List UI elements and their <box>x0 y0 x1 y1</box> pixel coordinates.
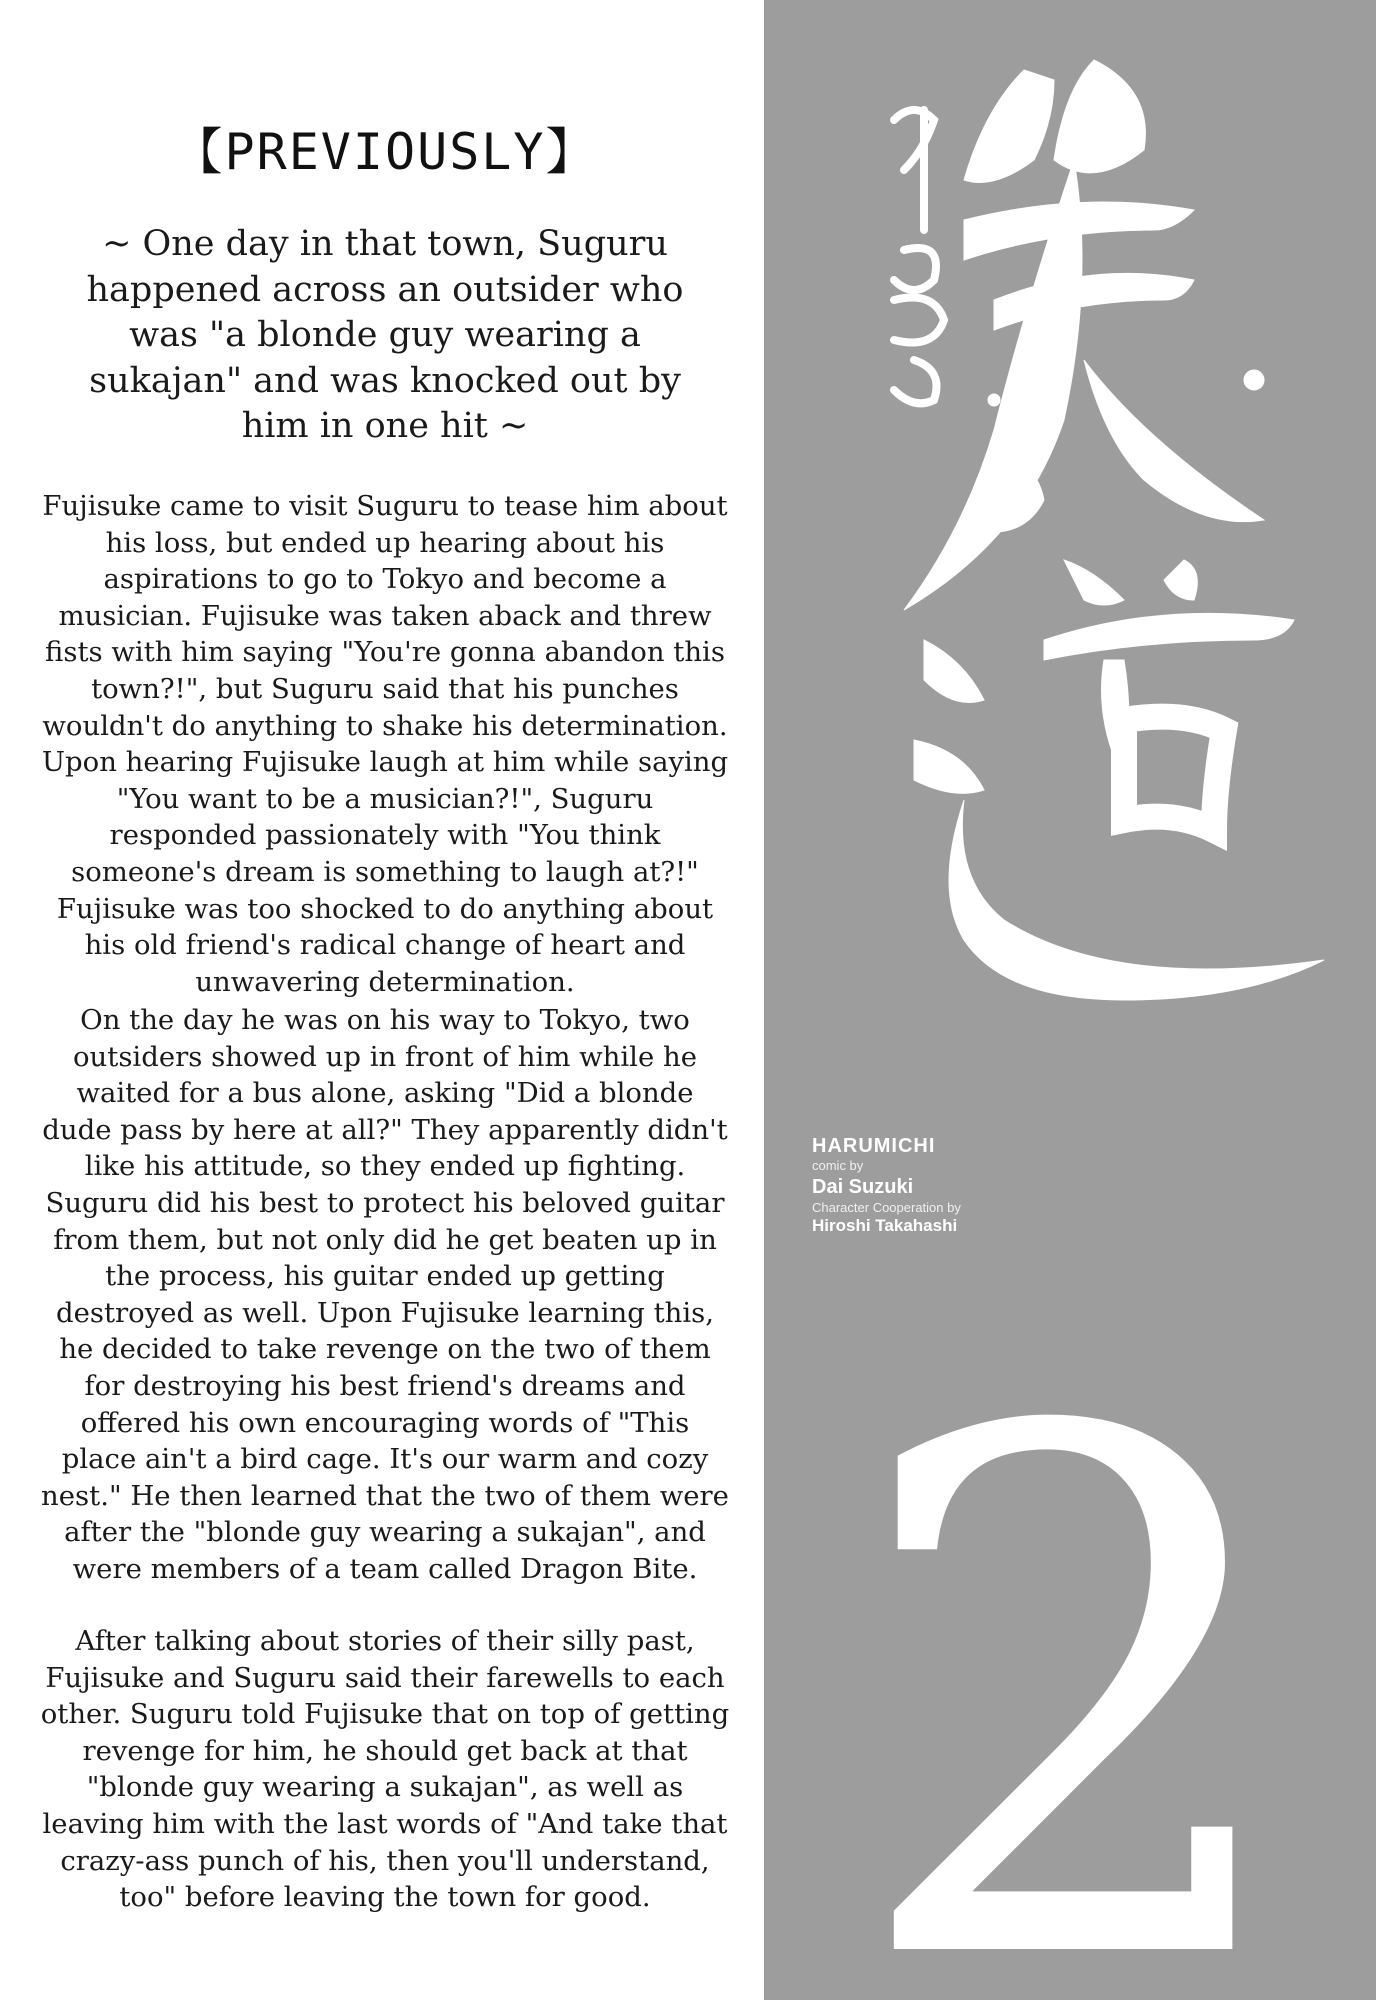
cooperation-label: Character Cooperation by <box>812 1200 961 1215</box>
recap-paragraph-3: After talking about stories of their silly past, Fujisuke and Suguru said their farewells to each other. Suguru told Fujisuke that on top of getting revenge for him, he should get back at that "blonde guy wearing a sukajan", as well as leaving him with the last words of "And take that crazy-ass punch of his, then you'll understand, too" before leaving the town for good. <box>40 1625 730 1914</box>
recap-paragraph-1: Fujisuke came to visit Suguru to tease him about his loss, but ended up hearing about his aspirations to go to Tokyo and become a musician. Fujisuke was taken aback and threw fists with him saying "You're gonna abandon this town?!", but Suguru said that his punches wouldn't do anything to shake his determination. Upon hearing Fujisuke laugh at him while saying "You want to be a musician?!", Suguru responded passionately with "You think someone's dream is something to laugh at?!" Fujisuke was too shocked to do anything about his old friend's radical change of heart and unwavering determination. <box>41 490 729 998</box>
recap-paragraph-2: On the day he was on his way to Tokyo, two outsiders showed up in front of him while he waited for a bus alone, asking "Did a blonde dude pass by here at all?" They apparently didn't like his attitude, so they ended up fighting. Suguru did his best to protect his beloved guitar from them, but not only did he get beaten up in the process, his guitar ended up getting destroyed as well. Upon Fujisuke learning this, he decided to take revenge on the two of them for destroying his best friend's dreams and offered his own encouraging words of "This place ain't a bird cage. It's our warm and cozy nest." He then learned that the two of them were after the "blonde guy wearing a sukajan", and were members of a team called Dragon Bite. <box>41 1004 729 1585</box>
credits-block <box>812 1134 1112 1236</box>
title-panel <box>764 0 1376 2000</box>
recap-heading: 【PREVIOUSLY】 <box>172 123 598 181</box>
author-name: Dai Suzuki <box>812 1176 914 1198</box>
volume-number: 2 <box>844 1281 1304 2000</box>
recap-intro: ~ One day in that town, Suguru happened across an outsider who was "a blonde guy wearing a sukajan" and was knocked out by him in one hit ~ <box>86 224 684 446</box>
comic-by-label: comic by <box>812 1158 864 1173</box>
calligraphy-title-art <box>764 0 1376 1160</box>
series-title: HARUMICHI <box>812 1135 936 1157</box>
cooperation-name: Hiroshi Takahashi <box>812 1216 958 1235</box>
recap-text-column <box>40 0 730 2000</box>
